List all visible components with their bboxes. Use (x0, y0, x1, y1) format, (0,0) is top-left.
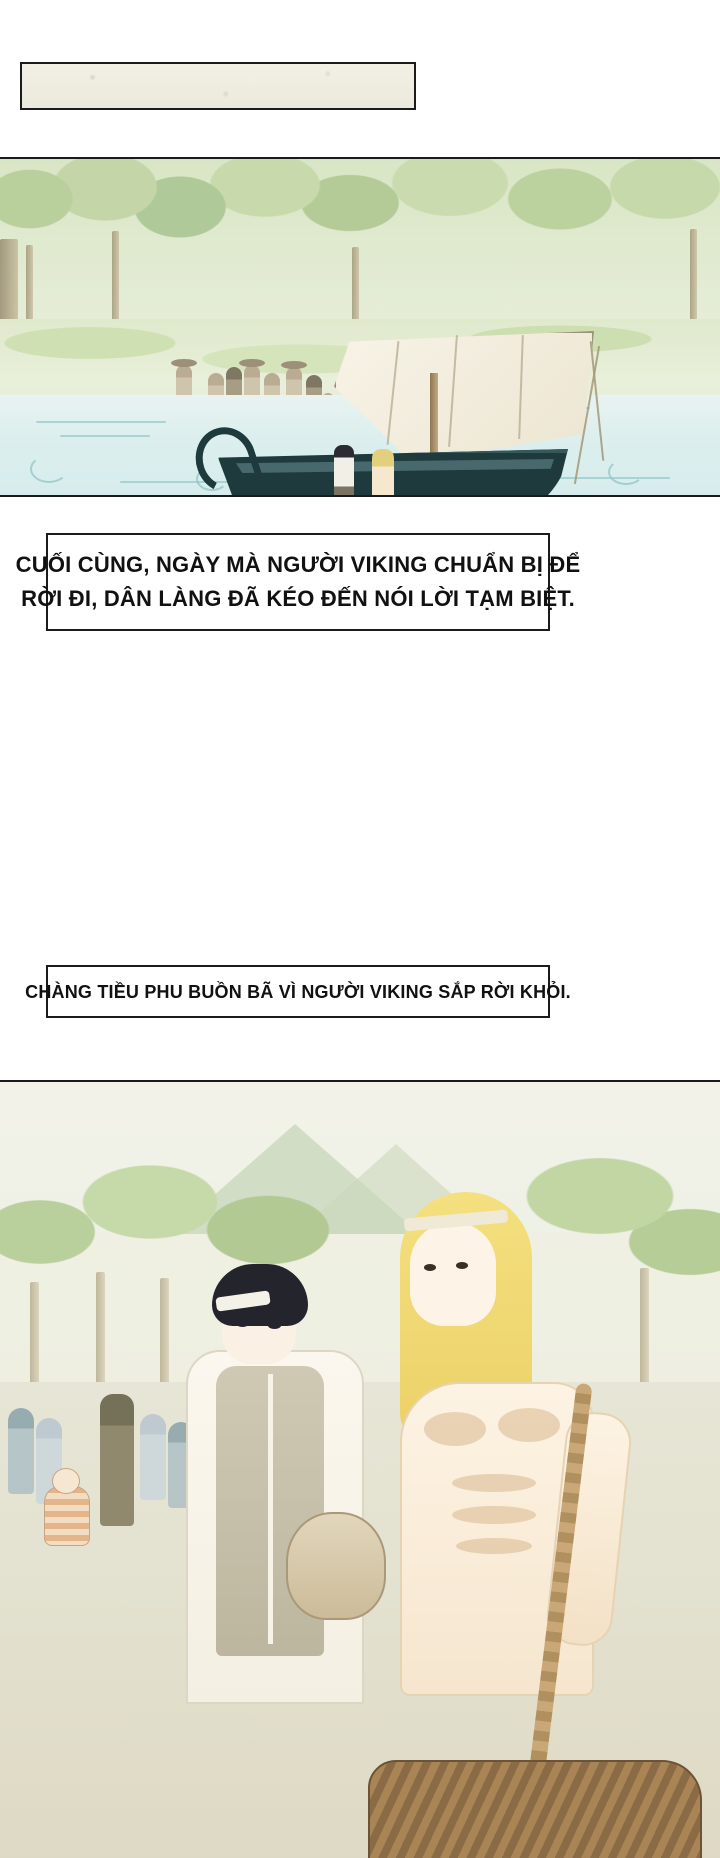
water-swirl-icon (608, 459, 644, 485)
seated-child-head (52, 1468, 80, 1494)
viking-abs-shading (456, 1538, 532, 1554)
villager-figure (100, 1394, 134, 1526)
villager-figure (8, 1408, 34, 1494)
water-wave-line (36, 421, 166, 423)
tree-canopy (0, 1112, 720, 1342)
water-wave-line (60, 435, 150, 437)
villager-figure (140, 1414, 166, 1500)
panel-ship-art (0, 159, 720, 495)
panel-farewell-art (0, 1082, 720, 1858)
viking-abs-shading (452, 1474, 536, 1492)
viking-eye (424, 1264, 436, 1271)
viking-chest-shading (498, 1408, 560, 1442)
cloth-bundle (286, 1512, 386, 1620)
narration-line: CUỐI CÙNG, NGÀY MÀ NGƯỜI VIKING CHUẨN BỊ ĐỂ (15, 552, 581, 577)
narration-line: CHÀNG TIỀU PHU BUỒN BÃ VÌ NGƯỜI VIKING SẮP RỜI KHỎI. (25, 981, 571, 1002)
water-swirl-icon (30, 455, 68, 483)
narration-line: RỜI ĐI, DÂN LÀNG ĐÃ KÉO ĐẾN NÓI LỜI TẠM BIỆT. (21, 586, 575, 611)
fur-pelt (368, 1760, 702, 1858)
viking-eye (456, 1262, 468, 1269)
woodcutter-figure-on-deck (334, 445, 354, 497)
narration-box-2 (25, 965, 571, 1018)
viking-figure-on-deck (372, 449, 394, 497)
artwork-panel-ship (0, 157, 720, 497)
caption-bar-top (20, 62, 416, 110)
viking-face (410, 1222, 496, 1326)
seated-child-figure (44, 1486, 90, 1546)
viking-abs-shading (452, 1506, 536, 1524)
artwork-panel-farewell (0, 1080, 720, 1858)
narration-box-1 (15, 533, 581, 631)
tree-canopy (0, 159, 720, 344)
woodcutter-eye (236, 1320, 249, 1327)
woodcutter-eye (268, 1322, 281, 1329)
viking-chest-shading (424, 1412, 486, 1446)
woodcutter-vest-opening (268, 1374, 273, 1644)
tree-trunk-icon (352, 247, 359, 327)
